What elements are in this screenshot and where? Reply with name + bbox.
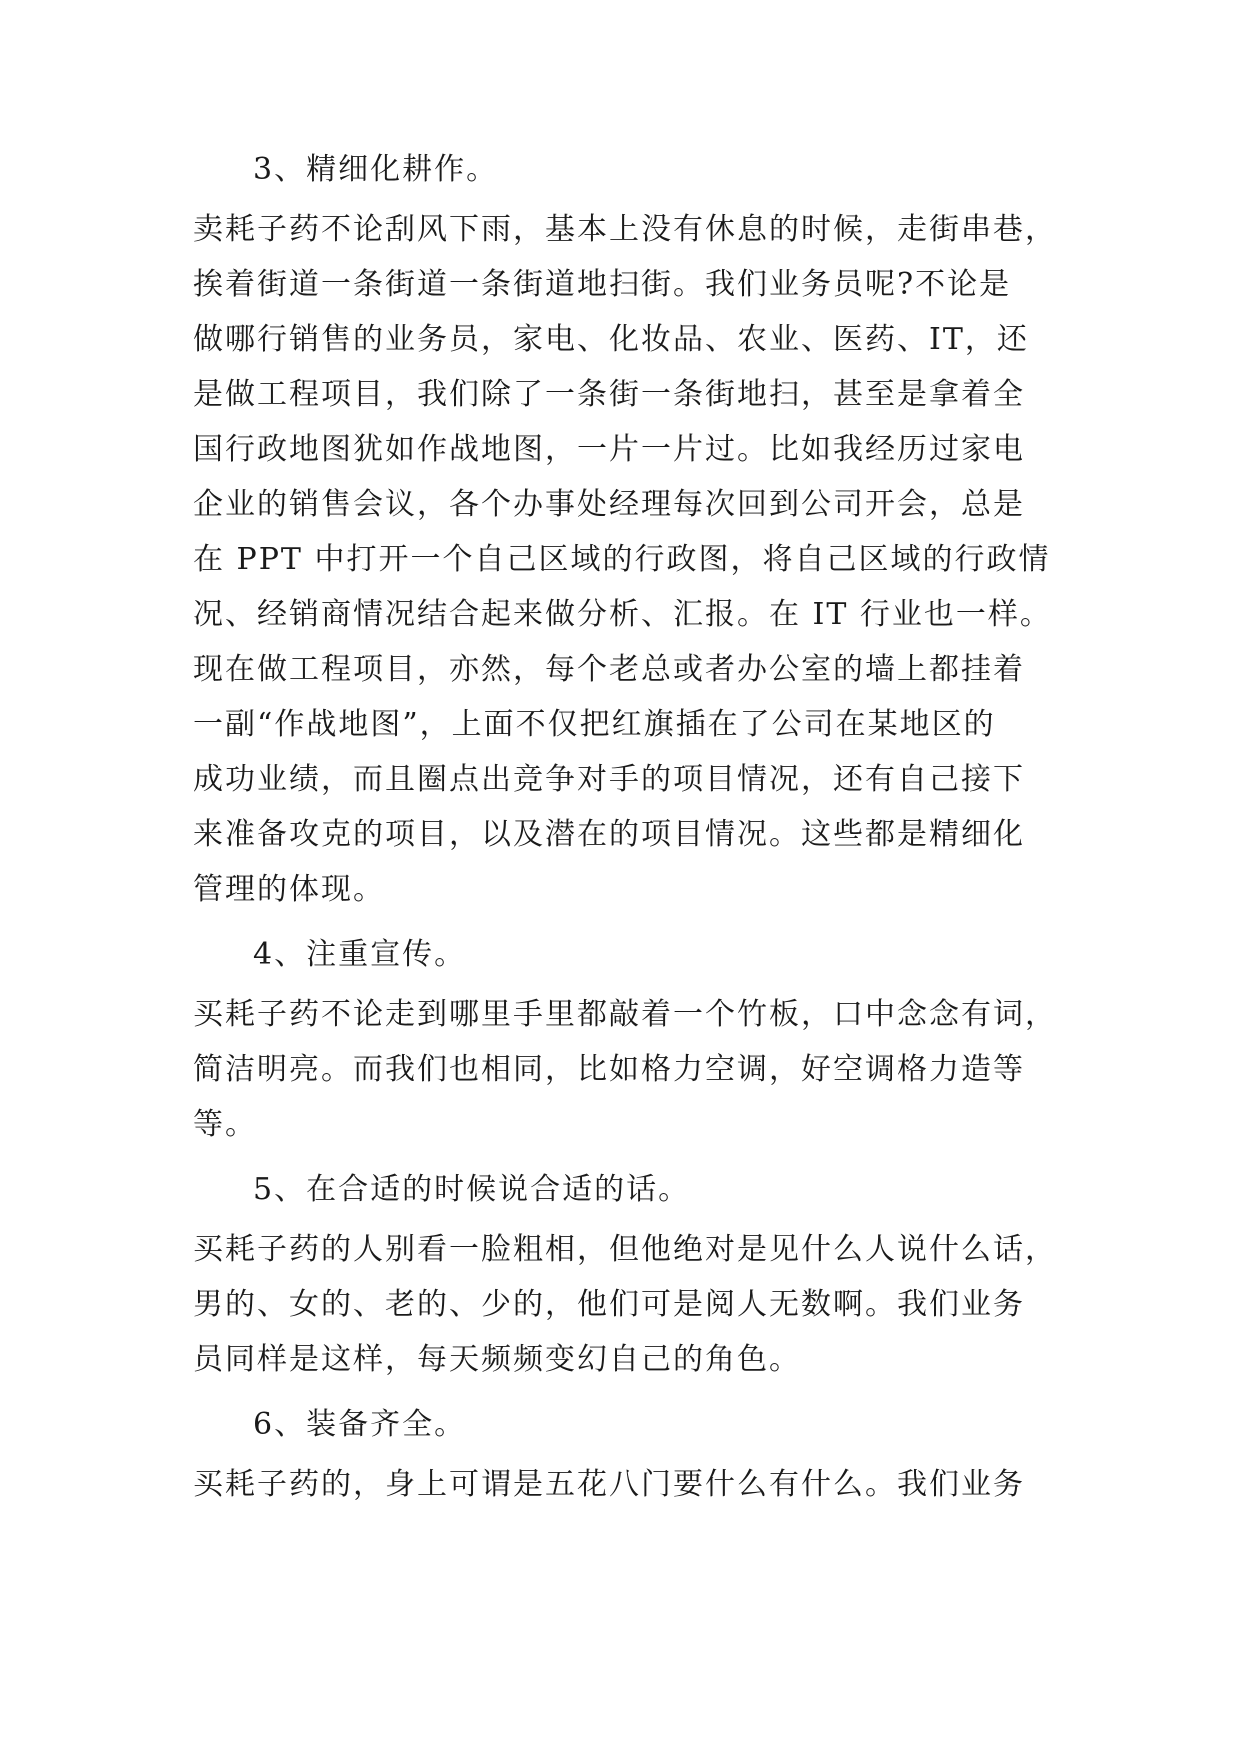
paragraph-line: 现在做工程项目，亦然，每个老总或者办公室的墙上都挂着 [193, 652, 1025, 687]
paragraph-line: 管理的体现。 [193, 872, 385, 907]
paragraph-line: 来准备攻克的项目，以及潜在的项目情况。这些都是精细化 [193, 817, 1025, 852]
paragraph-line: 买耗子药的，身上可谓是五花八门要什么有什么。我们业务 [193, 1467, 1025, 1502]
paragraph-line: 卖耗子药不论刮风下雨，基本上没有休息的时候，走街串巷， [193, 212, 1057, 247]
heading-3: 3、精细化耕作。 [253, 152, 499, 187]
heading-6: 6、装备齐全。 [253, 1407, 467, 1442]
paragraph-line: 等。 [193, 1107, 257, 1142]
heading-5: 5、在合适的时候说合适的话。 [253, 1172, 691, 1207]
paragraph-line: 是做工程项目，我们除了一条街一条街地扫，甚至是拿着全 [193, 377, 1025, 412]
heading-4: 4、注重宣传。 [253, 937, 467, 972]
paragraph-line: 员同样是这样，每天频频变幻自己的角色。 [193, 1342, 801, 1377]
paragraph-line: 一副“作战地图”，上面不仅把红旗插在了公司在某地区的 [193, 707, 996, 742]
paragraph-line: 国行政地图犹如作战地图，一片一片过。比如我经历过家电 [193, 432, 1025, 467]
paragraph-line: 简洁明亮。而我们也相同，比如格力空调，好空调格力造等 [193, 1052, 1025, 1087]
paragraph-line: 在 PPT 中打开一个自己区域的行政图，将自己区域的行政情 [193, 542, 1051, 577]
paragraph-line: 成功业绩，而且圈点出竞争对手的项目情况，还有自己接下 [193, 762, 1025, 797]
paragraph-line: 做哪行销售的业务员，家电、化妆品、农业、医药、IT，还 [193, 322, 1029, 357]
paragraph-line: 买耗子药不论走到哪里手里都敲着一个竹板，口中念念有词， [193, 997, 1057, 1032]
paragraph-line: 企业的销售会议，各个办事处经理每次回到公司开会，总是 [193, 487, 1025, 522]
paragraph-line: 男的、女的、老的、少的，他们可是阅人无数啊。我们业务 [193, 1287, 1025, 1322]
paragraph-line: 况、经销商情况结合起来做分析、汇报。在 IT 行业也一样。 [193, 597, 1052, 632]
paragraph-line: 挨着街道一条街道一条街道地扫街。我们业务员呢?不论是 [193, 267, 1012, 302]
paragraph-line: 买耗子药的人别看一脸粗相，但他绝对是见什么人说什么话， [193, 1232, 1057, 1267]
